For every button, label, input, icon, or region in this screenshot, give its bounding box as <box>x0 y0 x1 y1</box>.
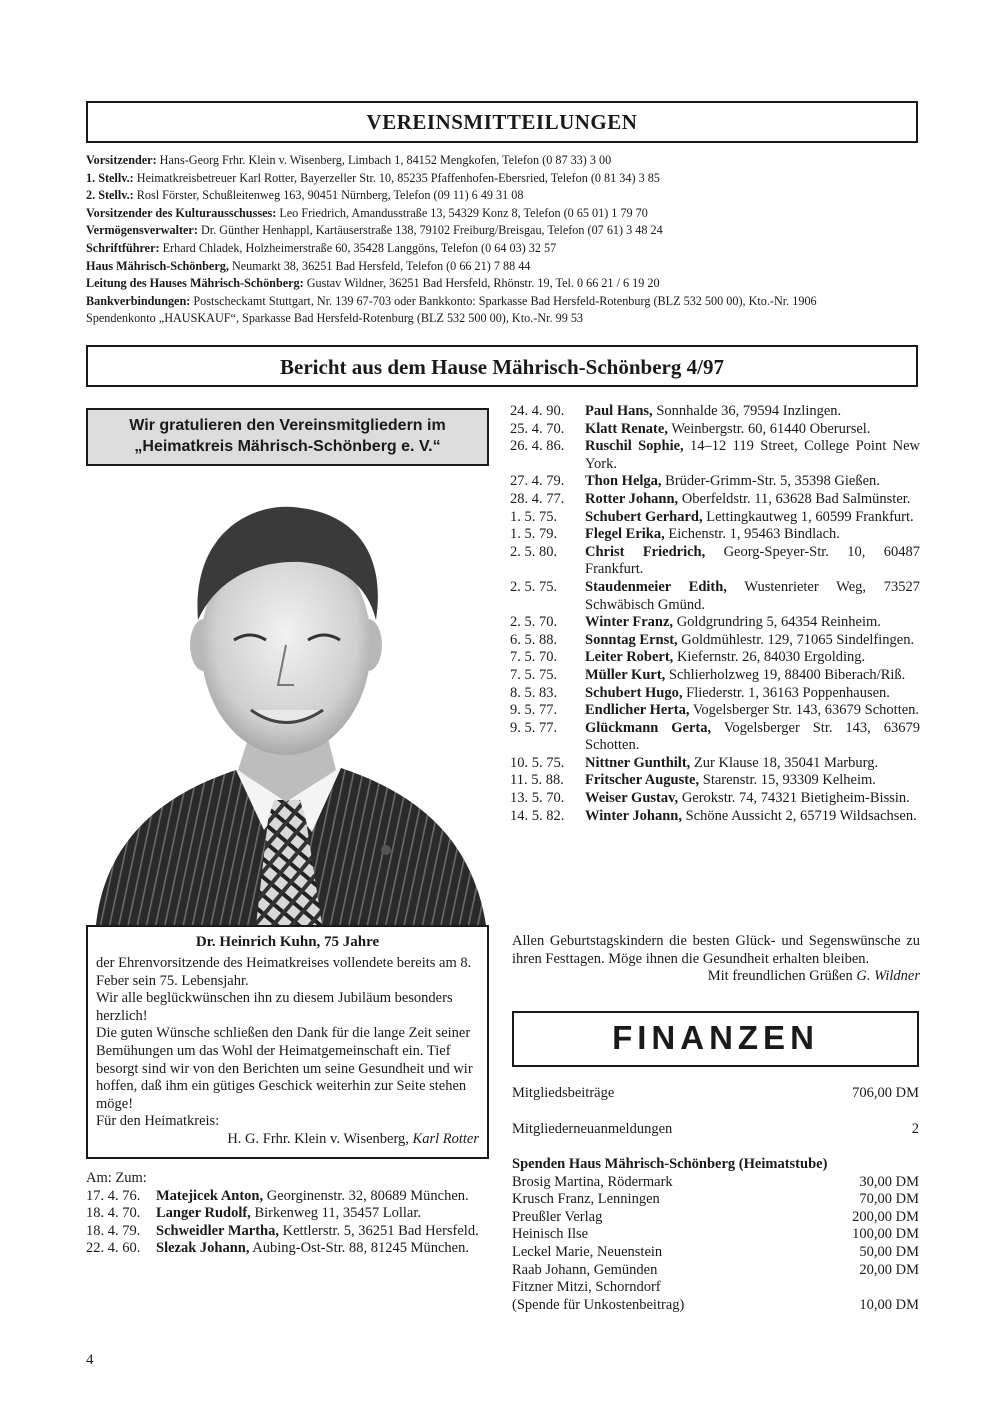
kuhn-title: Dr. Heinrich Kuhn, 75 Jahre <box>195 934 380 950</box>
list-item: 9. 5. 77. Glückmann Gerta, Vogelsberger Str. 143, 63679 Schotten. <box>510 719 921 754</box>
info-row: 1. Stellv.: Heimatkreisbetreuer Karl Rotter, Bayerzeller Str. 10, 85235 Pfaffenhofen-Ebersried, Telefon (0 81 34) 3 85 <box>86 170 660 185</box>
birthday-column-label: Am: Zum: <box>86 1170 147 1186</box>
list-item: 7. 5. 70. Leiter Robert, Kiefernstr. 26, 84030 Ergolding. <box>510 649 866 666</box>
list-item: Heinisch Ilse 100,00 DM <box>512 1226 919 1243</box>
list-item: 13. 5. 70. Weiser Gustav, Gerokstr. 74, 74321 Bietigheim-Bissin. <box>510 790 910 807</box>
kuhn-body <box>96 955 479 1149</box>
list-item: 18. 4. 79. Schweidler Martha, Kettlerstr. 5, 36251 Bad Hersfeld. <box>86 1222 479 1239</box>
list-item: 10. 5. 75. Nittner Gunthilt, Zur Klause 18, 35041 Marburg. <box>510 754 879 771</box>
congrats-heading: Wir gratulieren den Vereinsmitgliedern im „Heimatkreis Mährisch-Schönberg e. V.“ <box>129 417 446 455</box>
info-row: Leitung des Hauses Mährisch-Schönberg: Gustav Wildner, 36251 Bad Hersfeld, Rhönstr. 19, Tel. 0 66 21 / 6 19 20 <box>86 276 660 291</box>
list-item: Krusch Franz, Lenningen 70,00 DM <box>512 1191 919 1208</box>
info-row: Haus Mährisch-Schönberg, Neumarkt 38, 36251 Bad Hersfeld, Telefon (0 66 21) 7 88 44 <box>86 258 531 273</box>
header-box <box>86 101 918 143</box>
closing-wishes <box>512 933 920 986</box>
donations-list <box>512 1156 919 1314</box>
list-item: 1. 5. 79. Flegel Erika, Eichenstr. 1, 95463 Bindlach. <box>510 526 840 543</box>
portrait-illustration <box>86 470 489 925</box>
list-item: Leckel Marie, Neuenstein 50,00 DM <box>512 1243 919 1260</box>
finance-row: Mitgliederneuanmeldungen 2 <box>512 1121 919 1137</box>
finance-box <box>512 1011 919 1067</box>
list-item: 24. 4. 90. Paul Hans, Sonnhalde 36, 79594 Inzlingen. <box>510 403 842 419</box>
list-item: Fitzner Mitzi, Schorndorf <box>512 1279 661 1296</box>
list-item: Brosig Martina, Rödermark 30,00 DM <box>512 1173 919 1190</box>
kuhn-paragraph: Wir alle beglückwünschen ihn zu diesem Jubiläum besonders herzlich! <box>96 990 453 1024</box>
list-item: 1. 5. 75. Schubert Gerhard, Lettingkautweg 1, 60599 Frankfurt. <box>510 508 914 525</box>
list-item: 22. 4. 60. Slezak Johann, Aubing-Ost-Str. 88, 81245 München. <box>86 1240 469 1257</box>
list-item: 14. 5. 82. Winter Johann, Schöne Aussicht 2, 65719 Wildsachsen. <box>510 807 917 824</box>
info-row: 2. Stellv.: Rosl Förster, Schußleitenweg 163, 90451 Nürnberg, Telefon (09 11) 6 49 31 08 <box>86 188 524 203</box>
closing-signature: Mit freundlichen Grüßen G. Wildner <box>707 968 920 985</box>
list-item: 6. 5. 88. Sonntag Ernst, Goldmühlestr. 129, 71065 Sindelfingen. <box>510 631 915 648</box>
list-item: 17. 4. 76. Matejicek Anton, Georginenstr. 32, 80689 München. <box>86 1187 469 1204</box>
list-item: 2. 5. 70. Winter Franz, Goldgrundring 5, 64354 Reinheim. <box>510 614 881 631</box>
info-row: Bankverbindungen: Postscheckamt Stuttgart, Nr. 139 67-703 oder Bankkonto: Sparkasse Bad Hersfeld-Rotenburg (BLZ 532 500 00), Kto.-Nr. 1906 <box>86 293 817 308</box>
info-row: Schriftführer: Erhard Chladek, Holzheimerstraße 60, 35428 Langgöns, Telefon (0 64 03) 32 57 <box>86 240 557 255</box>
report-title: Bericht aus dem Hause Mährisch-Schönberg 4/97 <box>280 355 724 379</box>
page-title: VEREINSMITTEILUNGEN <box>366 110 638 134</box>
kuhn-paragraph: Die guten Wünsche schließen den Dank für die lange Zeit seiner Bemühungen um das Wohl der Heimatgemeinschaft ein. Tief besorgt sind wir von den Berichten um seine Gesundheit und wir hoffen, daß ihm ein gütiges Geschick weiterhin zur Seite stehen möge! <box>96 1025 473 1112</box>
list-item: (Spende für Unkostenbeitrag) 10,00 DM <box>512 1296 919 1313</box>
info-row: Vermögensverwalter: Dr. Günther Henhappl, Kartäuserstraße 138, 79102 Freiburg/Breisgau, Telefon (07 61) 3 48 24 <box>86 223 663 238</box>
list-item: 18. 4. 70. Langer Rudolf, Birkenweg 11, 35457 Lollar. <box>86 1205 422 1222</box>
list-item: 7. 5. 75. Müller Kurt, Schlierholzweg 19, 88400 Biberach/Riß. <box>510 666 906 683</box>
list-item: Raab Johann, Gemünden 20,00 DM <box>512 1261 919 1278</box>
closing-text: Allen Geburtstagskindern die besten Glück- und Segenswünsche zu ihren Festtagen. Möge ihnen die Gesundheit erhalten bleiben. <box>512 933 920 967</box>
list-item: 9. 5. 77. Endlicher Herta, Vogelsberger Str. 143, 63679 Schotten. <box>510 702 920 719</box>
kuhn-paragraph: Für den Heimatkreis: <box>96 1113 220 1130</box>
portrait-photo <box>86 470 489 925</box>
birthday-list-left <box>86 1170 490 1258</box>
kuhn-paragraph: der Ehrenvorsitzende des Heimatkreises vollendete bereits am 8. Feber sein 75. Lebensjahr. <box>96 955 472 989</box>
kuhn-signature: H. G. Frhr. Klein v. Wisenberg, Karl Rotter <box>227 1130 479 1147</box>
donations-title: Spenden Haus Mährisch-Schönberg (Heimatstube) <box>512 1156 828 1172</box>
list-item: 27. 4. 79. Thon Helga, Brüder-Grimm-Str. 5, 35398 Gießen. <box>510 473 880 490</box>
list-item: 8. 5. 83. Schubert Hugo, Fliederstr. 1, 36163 Poppenhausen. <box>510 684 890 701</box>
association-info <box>86 152 926 328</box>
list-item: 25. 4. 70. Klatt Renate, Weinbergstr. 60, 61440 Oberursel. <box>510 420 871 437</box>
finance-row: Mitgliedsbeiträge 706,00 DM <box>512 1085 919 1101</box>
congrats-box <box>86 408 489 466</box>
list-item: Preußler Verlag 200,00 DM <box>512 1208 919 1225</box>
report-box <box>86 345 918 387</box>
list-item: 2. 5. 80. Christ Friedrich, Georg-Speyer-Str. 10, 60487 Frankfurt. <box>510 543 920 578</box>
info-row: Vorsitzender: Hans-Georg Frhr. Klein v. Wisenberg, Limbach 1, 84152 Mengkofen, Telefon (0 87 33) 3 00 <box>86 153 612 167</box>
info-row: Vorsitzender des Kulturausschusses: Leo Friedrich, Amandusstraße 13, 54329 Konz 8, Telefon (0 65 01) 1 79 70 <box>86 205 648 220</box>
finance-title: FINANZEN <box>612 1019 819 1056</box>
page-number: 4 <box>86 1352 94 1368</box>
kuhn-tribute-box <box>86 925 489 1159</box>
list-item: 2. 5. 75. Staudenmeier Edith, Wustenrieter Weg, 73527 Schwäbisch Gmünd. <box>510 578 920 613</box>
list-item: 26. 4. 86. Ruschil Sophie, 14–12 119 Street, College Point New York. <box>510 438 920 472</box>
list-item: 28. 4. 77. Rotter Johann, Oberfeldstr. 11, 63628 Bad Salmünster. <box>510 490 911 507</box>
list-item: 11. 5. 88. Fritscher Auguste, Starenstr. 15, 93309 Kelheim. <box>510 772 876 789</box>
birthday-list-right <box>510 403 920 825</box>
info-row: Spendenkonto „HAUSKAUF“, Sparkasse Bad Hersfeld-Rotenburg (BLZ 532 500 00), Kto.-Nr. 99 53 <box>86 311 584 326</box>
